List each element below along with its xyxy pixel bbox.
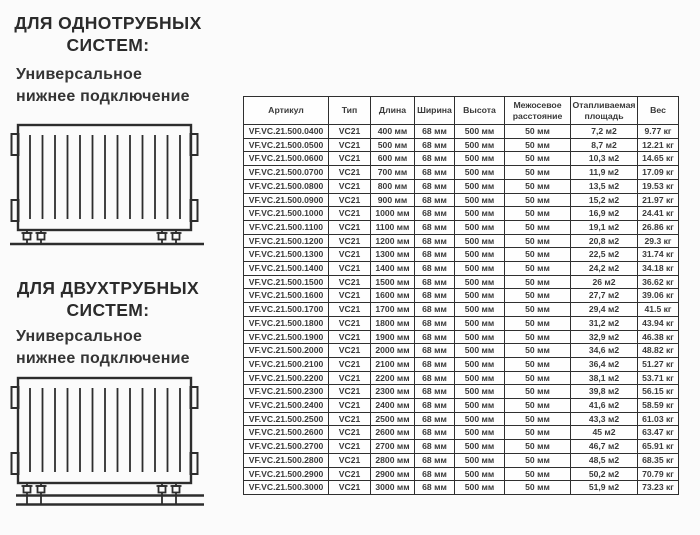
table-cell: VF.VC.21.500.2300	[244, 385, 329, 399]
table-cell: 73.23 кг	[638, 481, 679, 495]
table-cell: 7,2 м2	[571, 125, 638, 139]
table-cell: 31,2 м2	[571, 316, 638, 330]
table-row	[244, 138, 679, 152]
table-cell: 26 м2	[571, 275, 638, 289]
table-cell: 24,2 м2	[571, 262, 638, 276]
table-row	[244, 207, 679, 221]
table-cell: 68 мм	[415, 248, 455, 262]
column-header: Вес	[638, 97, 679, 125]
table-row	[244, 316, 679, 330]
column-header: Отапливаемая площадь	[571, 97, 638, 125]
table-cell: 19,1 м2	[571, 220, 638, 234]
table-cell: 500 мм	[455, 125, 505, 139]
table-cell: VC21	[329, 152, 371, 166]
table-cell: 50 мм	[505, 316, 571, 330]
table-cell: 50 мм	[505, 399, 571, 413]
column-header: Межосевое расстояние	[505, 97, 571, 125]
table-cell: 500 мм	[455, 467, 505, 481]
table-cell: 50 мм	[505, 193, 571, 207]
table-cell: 68 мм	[415, 357, 455, 371]
table-cell: 68 мм	[415, 385, 455, 399]
table-row	[244, 467, 679, 481]
table-cell: VC21	[329, 125, 371, 139]
table-cell: VF.VC.21.500.1100	[244, 220, 329, 234]
table-cell: 500 мм	[455, 152, 505, 166]
table-cell: 68 мм	[415, 453, 455, 467]
table-cell: 14.65 кг	[638, 152, 679, 166]
table-cell: 41,6 м2	[571, 399, 638, 413]
table-cell: VC21	[329, 453, 371, 467]
table-cell: VC21	[329, 371, 371, 385]
table-cell: VC21	[329, 179, 371, 193]
table-cell: VF.VC.21.500.1400	[244, 262, 329, 276]
table-cell: 50 мм	[505, 138, 571, 152]
table-cell: 51,9 м2	[571, 481, 638, 495]
spec-table-container	[243, 96, 679, 495]
table-cell: 500 мм	[455, 330, 505, 344]
table-cell: 50 мм	[505, 125, 571, 139]
section-subtitle-line: нижнее подключение	[16, 88, 190, 105]
table-cell: 1100 мм	[371, 220, 415, 234]
table-cell: 68 мм	[415, 166, 455, 180]
table-cell: 12.21 кг	[638, 138, 679, 152]
table-row	[244, 385, 679, 399]
table-cell: 400 мм	[371, 125, 415, 139]
table-cell: VF.VC.21.500.1900	[244, 330, 329, 344]
table-cell: 500 мм	[455, 138, 505, 152]
table-cell: 2800 мм	[371, 453, 415, 467]
table-cell: 500 мм	[455, 262, 505, 276]
table-row	[244, 166, 679, 180]
table-cell: 500 мм	[455, 166, 505, 180]
table-row	[244, 412, 679, 426]
table-cell: 1900 мм	[371, 330, 415, 344]
table-row	[244, 152, 679, 166]
table-cell: 20,8 м2	[571, 234, 638, 248]
section-title-line: ДЛЯ ДВУХТРУБНЫХ	[16, 278, 200, 298]
table-cell: VF.VC.21.500.0400	[244, 125, 329, 139]
table-cell: 68 мм	[415, 125, 455, 139]
table-cell: VC21	[329, 248, 371, 262]
table-cell: VC21	[329, 275, 371, 289]
table-cell: 50 мм	[505, 234, 571, 248]
table-cell: VF.VC.21.500.1600	[244, 289, 329, 303]
table-cell: VF.VC.21.500.1000	[244, 207, 329, 221]
table-cell: 68 мм	[415, 440, 455, 454]
table-cell: 600 мм	[371, 152, 415, 166]
table-cell: VF.VC.21.500.1300	[244, 248, 329, 262]
two-pipe-section-subtitle	[16, 326, 226, 370]
table-cell: VF.VC.21.500.0700	[244, 166, 329, 180]
section-title-line: ДЛЯ ОДНОТРУБНЫХ	[14, 13, 202, 33]
table-cell: 50 мм	[505, 344, 571, 358]
table-cell: VC21	[329, 166, 371, 180]
table-cell: 34.18 кг	[638, 262, 679, 276]
table-cell: VC21	[329, 234, 371, 248]
table-cell: 68 мм	[415, 371, 455, 385]
table-cell: 11,9 м2	[571, 166, 638, 180]
table-cell: 50 мм	[505, 357, 571, 371]
table-cell: 70.79 кг	[638, 467, 679, 481]
table-row	[244, 193, 679, 207]
table-cell: 58.59 кг	[638, 399, 679, 413]
table-cell: 500 мм	[455, 316, 505, 330]
table-cell: VC21	[329, 440, 371, 454]
table-cell: 31.74 кг	[638, 248, 679, 262]
table-cell: 2100 мм	[371, 357, 415, 371]
table-cell: 2200 мм	[371, 371, 415, 385]
table-cell: VF.VC.21.500.0800	[244, 179, 329, 193]
table-cell: 2400 мм	[371, 399, 415, 413]
table-row	[244, 220, 679, 234]
table-cell: 50 мм	[505, 166, 571, 180]
table-cell: VC21	[329, 481, 371, 495]
table-cell: 46.38 кг	[638, 330, 679, 344]
table-row	[244, 248, 679, 262]
table-cell: 68 мм	[415, 179, 455, 193]
table-cell: 26.86 кг	[638, 220, 679, 234]
table-cell: VC21	[329, 262, 371, 276]
table-cell: 29.3 кг	[638, 234, 679, 248]
table-cell: 46,7 м2	[571, 440, 638, 454]
table-cell: 1800 мм	[371, 316, 415, 330]
table-cell: VF.VC.21.500.2900	[244, 467, 329, 481]
table-cell: 500 мм	[455, 357, 505, 371]
table-cell: 39.06 кг	[638, 289, 679, 303]
table-cell: 50 мм	[505, 440, 571, 454]
table-row	[244, 399, 679, 413]
table-cell: 500 мм	[455, 179, 505, 193]
table-cell: 1400 мм	[371, 262, 415, 276]
table-cell: VC21	[329, 303, 371, 317]
radiator-single-pipe-diagram	[10, 123, 210, 249]
table-row	[244, 275, 679, 289]
table-cell: 36,4 м2	[571, 357, 638, 371]
table-cell: VF.VC.21.500.2400	[244, 399, 329, 413]
table-cell: 48.82 кг	[638, 344, 679, 358]
table-cell: 68 мм	[415, 234, 455, 248]
table-cell: 8,7 м2	[571, 138, 638, 152]
table-cell: VF.VC.21.500.2100	[244, 357, 329, 371]
table-cell: 900 мм	[371, 193, 415, 207]
table-cell: 50 мм	[505, 248, 571, 262]
table-cell: 27,7 м2	[571, 289, 638, 303]
table-cell: 9.77 кг	[638, 125, 679, 139]
table-cell: VC21	[329, 316, 371, 330]
table-cell: VC21	[329, 138, 371, 152]
table-cell: 500 мм	[455, 412, 505, 426]
table-cell: 13,5 м2	[571, 179, 638, 193]
table-cell: VC21	[329, 220, 371, 234]
table-cell: 41.5 кг	[638, 303, 679, 317]
table-cell: VC21	[329, 385, 371, 399]
table-cell: 500 мм	[455, 440, 505, 454]
table-cell: 50 мм	[505, 289, 571, 303]
table-cell: VF.VC.21.500.2800	[244, 453, 329, 467]
table-cell: VF.VC.21.500.3000	[244, 481, 329, 495]
section-subtitle-line: Универсальное	[16, 66, 143, 83]
table-row	[244, 426, 679, 440]
table-cell: 36.62 кг	[638, 275, 679, 289]
table-cell: 68 мм	[415, 193, 455, 207]
table-cell: 500 мм	[455, 289, 505, 303]
table-cell: 21.97 кг	[638, 193, 679, 207]
table-cell: 500 мм	[455, 193, 505, 207]
table-cell: 50 мм	[505, 275, 571, 289]
table-cell: 50 мм	[505, 467, 571, 481]
table-cell: 50 мм	[505, 481, 571, 495]
table-cell: VF.VC.21.500.1500	[244, 275, 329, 289]
spec-table-body	[244, 125, 679, 495]
table-cell: 68 мм	[415, 152, 455, 166]
table-cell: VC21	[329, 399, 371, 413]
table-cell: 500 мм	[455, 234, 505, 248]
table-cell: 48,5 м2	[571, 453, 638, 467]
table-cell: 2500 мм	[371, 412, 415, 426]
table-cell: 50 мм	[505, 179, 571, 193]
table-cell: 68 мм	[415, 207, 455, 221]
table-row	[244, 125, 679, 139]
table-cell: VF.VC.21.500.2500	[244, 412, 329, 426]
single-pipe-section-subtitle	[16, 64, 226, 108]
table-cell: 1700 мм	[371, 303, 415, 317]
table-cell: 68 мм	[415, 303, 455, 317]
table-cell: VC21	[329, 330, 371, 344]
table-cell: VF.VC.21.500.0500	[244, 138, 329, 152]
table-cell: 1500 мм	[371, 275, 415, 289]
spec-table	[243, 96, 679, 495]
table-cell: 68.35 кг	[638, 453, 679, 467]
table-cell: 500 мм	[371, 138, 415, 152]
table-row	[244, 453, 679, 467]
table-cell: 22,5 м2	[571, 248, 638, 262]
table-cell: 68 мм	[415, 481, 455, 495]
table-cell: 45 м2	[571, 426, 638, 440]
table-cell: 500 мм	[455, 481, 505, 495]
table-cell: 50 мм	[505, 262, 571, 276]
table-row	[244, 234, 679, 248]
table-cell: 50 мм	[505, 303, 571, 317]
table-cell: 500 мм	[455, 344, 505, 358]
table-cell: 68 мм	[415, 467, 455, 481]
table-cell: 61.03 кг	[638, 412, 679, 426]
table-cell: VF.VC.21.500.0600	[244, 152, 329, 166]
table-cell: 50 мм	[505, 453, 571, 467]
table-cell: VC21	[329, 193, 371, 207]
table-cell: VC21	[329, 426, 371, 440]
table-cell: 43,3 м2	[571, 412, 638, 426]
table-cell: 32,9 м2	[571, 330, 638, 344]
table-cell: 68 мм	[415, 399, 455, 413]
table-cell: 68 мм	[415, 289, 455, 303]
table-cell: 29,4 м2	[571, 303, 638, 317]
table-cell: 50 мм	[505, 220, 571, 234]
table-cell: 500 мм	[455, 207, 505, 221]
table-row	[244, 344, 679, 358]
table-cell: 1000 мм	[371, 207, 415, 221]
table-cell: 2000 мм	[371, 344, 415, 358]
table-cell: 68 мм	[415, 316, 455, 330]
column-header: Тип	[329, 97, 371, 125]
table-cell: 50,2 м2	[571, 467, 638, 481]
section-subtitle-line: нижнее подключение	[16, 350, 190, 367]
table-cell: 2700 мм	[371, 440, 415, 454]
table-cell: 68 мм	[415, 344, 455, 358]
table-cell: 39,8 м2	[571, 385, 638, 399]
column-header: Длина	[371, 97, 415, 125]
table-cell: 2600 мм	[371, 426, 415, 440]
table-row	[244, 289, 679, 303]
table-cell: VF.VC.21.500.0900	[244, 193, 329, 207]
table-cell: 17.09 кг	[638, 166, 679, 180]
table-cell: 50 мм	[505, 412, 571, 426]
table-cell: 68 мм	[415, 412, 455, 426]
table-cell: 65.91 кг	[638, 440, 679, 454]
table-cell: 1600 мм	[371, 289, 415, 303]
table-cell: VC21	[329, 207, 371, 221]
table-cell: VF.VC.21.500.1800	[244, 316, 329, 330]
table-cell: 68 мм	[415, 330, 455, 344]
table-cell: 50 мм	[505, 426, 571, 440]
table-cell: VF.VC.21.500.1700	[244, 303, 329, 317]
section-subtitle-line: Универсальное	[16, 328, 143, 345]
table-cell: 500 мм	[455, 303, 505, 317]
table-row	[244, 357, 679, 371]
table-cell: VC21	[329, 412, 371, 426]
table-cell: 50 мм	[505, 207, 571, 221]
table-cell: 500 мм	[455, 426, 505, 440]
section-title-line: СИСТЕМ:	[66, 35, 150, 55]
table-cell: 68 мм	[415, 138, 455, 152]
table-cell: VF.VC.21.500.2700	[244, 440, 329, 454]
two-pipe-section-title	[2, 277, 214, 321]
table-cell: 50 мм	[505, 371, 571, 385]
table-cell: 10,3 м2	[571, 152, 638, 166]
column-header: Артикул	[244, 97, 329, 125]
table-cell: 56.15 кг	[638, 385, 679, 399]
sidebar	[0, 0, 240, 535]
column-header: Высота	[455, 97, 505, 125]
table-row	[244, 371, 679, 385]
table-cell: 500 мм	[455, 385, 505, 399]
table-cell: 68 мм	[415, 426, 455, 440]
table-cell: 19.53 кг	[638, 179, 679, 193]
table-cell: 50 мм	[505, 330, 571, 344]
table-cell: 500 мм	[455, 453, 505, 467]
table-cell: 50 мм	[505, 385, 571, 399]
spec-table-head	[244, 97, 679, 125]
table-cell: 43.94 кг	[638, 316, 679, 330]
table-cell: VF.VC.21.500.2200	[244, 371, 329, 385]
table-cell: 500 мм	[455, 275, 505, 289]
column-header: Ширина	[415, 97, 455, 125]
table-cell: 700 мм	[371, 166, 415, 180]
table-cell: 38,1 м2	[571, 371, 638, 385]
header-row	[244, 97, 679, 125]
table-cell: 24.41 кг	[638, 207, 679, 221]
table-cell: VF.VC.21.500.1200	[244, 234, 329, 248]
table-cell: VF.VC.21.500.2600	[244, 426, 329, 440]
section-title-line: СИСТЕМ:	[66, 300, 150, 320]
table-cell: VC21	[329, 344, 371, 358]
table-cell: 500 мм	[455, 248, 505, 262]
table-cell: 68 мм	[415, 262, 455, 276]
table-cell: VC21	[329, 467, 371, 481]
table-row	[244, 440, 679, 454]
table-cell: VC21	[329, 357, 371, 371]
table-cell: 800 мм	[371, 179, 415, 193]
table-row	[244, 262, 679, 276]
table-cell: VC21	[329, 289, 371, 303]
table-cell: 51.27 кг	[638, 357, 679, 371]
table-cell: 1300 мм	[371, 248, 415, 262]
table-cell: 53.71 кг	[638, 371, 679, 385]
table-cell: 500 мм	[455, 399, 505, 413]
table-row	[244, 330, 679, 344]
table-cell: 2300 мм	[371, 385, 415, 399]
table-cell: 1200 мм	[371, 234, 415, 248]
table-cell: 50 мм	[505, 152, 571, 166]
table-cell: VF.VC.21.500.2000	[244, 344, 329, 358]
table-cell: 68 мм	[415, 275, 455, 289]
table-cell: 63.47 кг	[638, 426, 679, 440]
table-cell: 2900 мм	[371, 467, 415, 481]
table-cell: 500 мм	[455, 220, 505, 234]
table-cell: 15,2 м2	[571, 193, 638, 207]
table-row	[244, 179, 679, 193]
table-row	[244, 303, 679, 317]
table-cell: 3000 мм	[371, 481, 415, 495]
table-cell: 34,6 м2	[571, 344, 638, 358]
table-cell: 68 мм	[415, 220, 455, 234]
single-pipe-section-title	[2, 12, 214, 56]
table-row	[244, 481, 679, 495]
table-cell: 500 мм	[455, 371, 505, 385]
table-cell: 16,9 м2	[571, 207, 638, 221]
radiator-two-pipe-diagram	[10, 376, 210, 509]
